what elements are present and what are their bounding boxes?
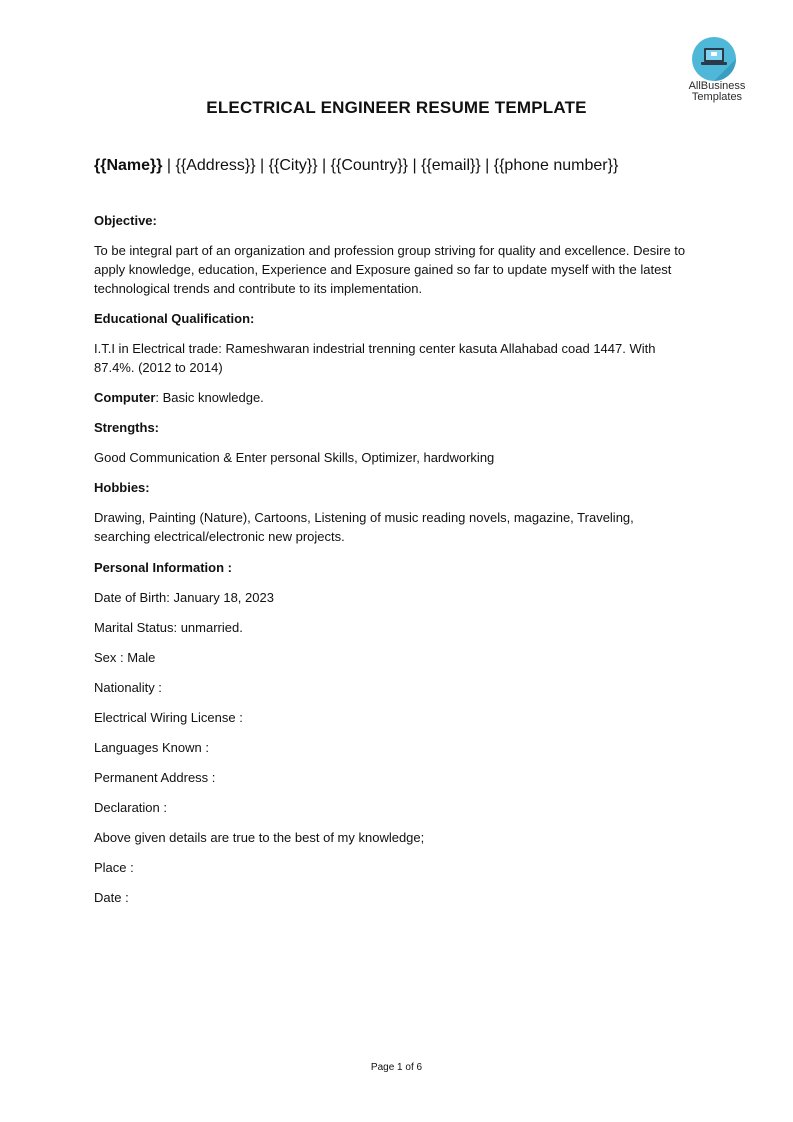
dob-line: Date of Birth: January 18, 2023	[94, 590, 274, 605]
sex-line: Sex : Male	[94, 650, 156, 665]
computer-line	[94, 388, 694, 407]
logo-line-1: AllBusiness	[688, 80, 746, 92]
strengths-heading: Strengths:	[94, 420, 159, 435]
declaration-statement: Above given details are true to the best of my knowledge;	[94, 830, 425, 845]
place-line: Place :	[94, 860, 134, 875]
computer-value: : Basic knowledge.	[155, 390, 264, 405]
address-line: Permanent Address :	[94, 770, 216, 785]
education-text: I.T.I in Electrical trade: Rameshwaran indestrial trenning center kasuta Allahabad coad 1447. With 87.4%. (2012 to 2014)	[94, 341, 656, 375]
contact-name: {{Name}}	[94, 157, 163, 174]
nationality-line: Nationality :	[94, 680, 162, 695]
license-line: Electrical Wiring License :	[94, 710, 243, 725]
date-line: Date :	[94, 890, 129, 905]
marital-line: Marital Status: unmarried.	[94, 620, 243, 635]
languages-line: Languages Known :	[94, 740, 209, 755]
contact-details: | {{Address}} | {{City}} | {{Country}} | {{email}} | {{phone number}}	[162, 157, 619, 174]
document-title: ELECTRICAL ENGINEER RESUME TEMPLATE	[206, 98, 587, 117]
education-heading: Educational Qualification:	[94, 311, 255, 326]
objective-text: To be integral part of an organization and profession group striving for quality and excellence. Desire to apply knowledge, education, Experience and Exposure gained so far to update myself with the latest technological trends and contribute to its implementation.	[94, 243, 686, 296]
laptop-icon	[692, 37, 736, 81]
page-footer: Page 1 of 6	[370, 1062, 423, 1073]
strengths-text: Good Communication & Enter personal Skills, Optimizer, hardworking	[94, 450, 495, 465]
computer-label: Computer	[94, 390, 156, 405]
logo-line-2: Templates	[691, 91, 743, 103]
hobbies-text: Drawing, Painting (Nature), Cartoons, Listening of music reading novels, magazine, Traveling, searching electrical/electronic new projects.	[94, 510, 634, 544]
contact-line	[94, 157, 618, 175]
personal-info-heading: Personal Information :	[94, 560, 232, 575]
declaration-line: Declaration :	[94, 800, 167, 815]
hobbies-heading: Hobbies:	[94, 480, 150, 495]
objective-heading: Objective:	[94, 213, 157, 228]
